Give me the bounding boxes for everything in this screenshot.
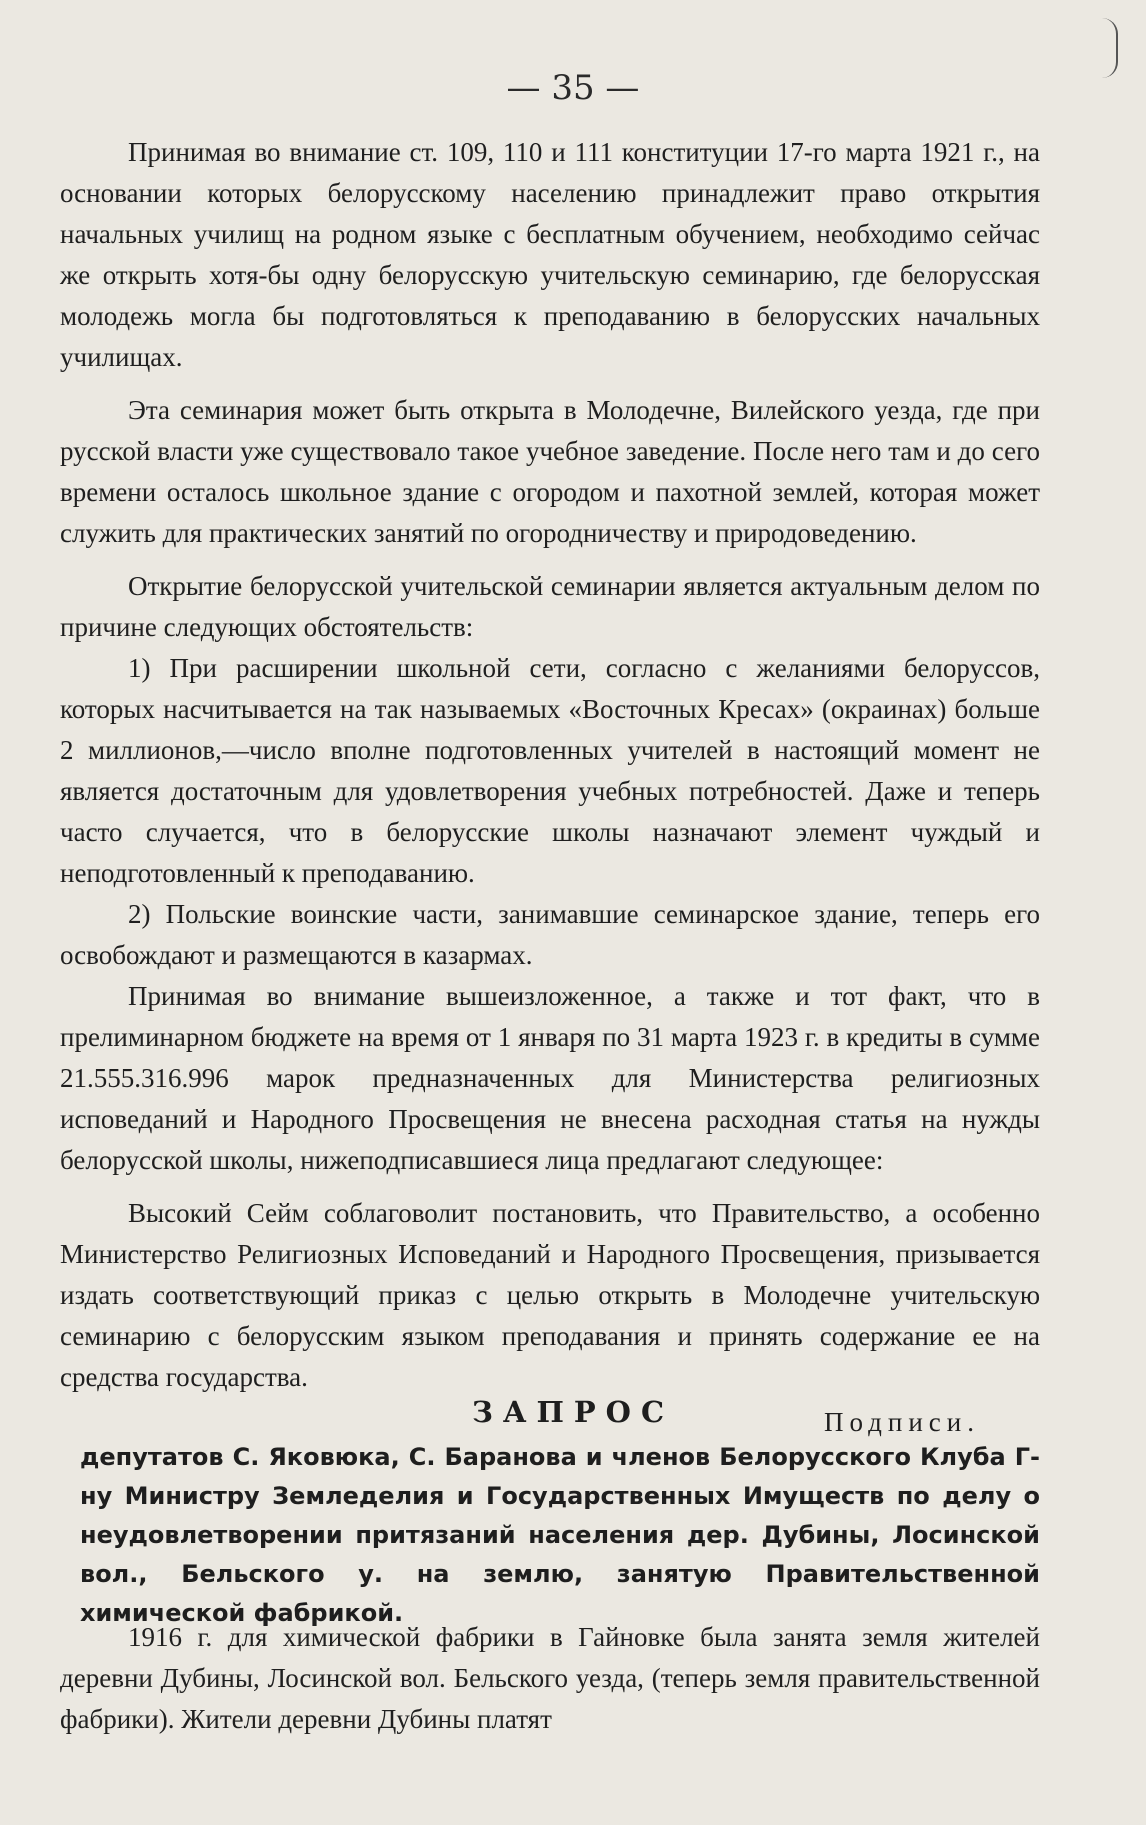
paragraph-3: Открытие белорусской учительской семинарии является актуальным делом по причине следующих обстоятельств: <box>60 571 1040 642</box>
request-subtitle: депутатов С. Яковюка, С. Баранова и членов Белорусского Клуба Г-ну Министру Земледелия и Государственных Имуществ по делу о неудовлетворении притязаний населения дер. Дубины, Лосинской вол., Бельского у. на землю, занятую Правительственной химической фабрикой. <box>80 1443 1040 1627</box>
paragraph-1: Принимая во внимание ст. 109, 110 и 111 конституции 17-го марта 1921 г., на основании которых белорусскому населению принадлежит право открытия начальных училищ на родном языке с бесплатным обучением, необходимо сейчас же открыть хотя-бы одну белорусскую учительскую семинарию, где белорусская молодежь могла бы подготовляться к преподаванию в белорусских начальных училищах. <box>60 137 1040 372</box>
signature: Подписи. <box>823 1407 980 1437</box>
request-body: 1916 г. для химической фабрики в Гайновке была занята земля жителей деревни Дубины, Лосинской вол. Бельского уезда, (теперь земля правительственной фабрики). Жители деревни Дубины платят <box>60 1622 1040 1734</box>
page-number: — 35 — <box>506 68 640 108</box>
paragraph-4: 1) При расширении школьной сети, согласно с желаниями белоруссов, которых насчитывается на так называемых «Восточных Кресах» (окраинах) больше 2 миллионов,—число вполне подготовленных учителей в настоящий момент не является достаточным для удовлетворения учебных потребностей. Даже и теперь часто случается, что в белорусские школы назначают элемент чуждый и неподготовленный к преподаванию. <box>60 653 1040 888</box>
paragraph-2: Эта семинария может быть открыта в Молодечне, Вилейского уезда, где при русской власти уже существовало такое учебное заведение. После него там и до сего времени осталось школьное здание с огородом и пахотной землей, которая может служить для практических занятий по огородничеству и природоведению. <box>60 395 1040 548</box>
main-text <box>60 132 1040 1443</box>
request-body-block <box>60 1617 1040 1752</box>
paragraph-6: Принимая во внимание вышеизложенное, а также и тот факт, что в прелиминарном бюджете на время от 1 января по 31 марта 1923 г. в кредиты в сумме 21.555.316.996 марок предназначенных для Министерства религиозных исповеданий и Народного Просвещения не внесена расходная статья на нужды белорусской школы, нижеподписавшиеся лица предлагают следующее: <box>60 981 1040 1175</box>
paragraph-7: Высокий Сейм соблаговолит постановить, что Правительство, а особенно Министерство Религиозных Исповеданий и Народного Просвещения, призывается издать соответствующий приказ с целью открыть в Молодечне учительскую семинарию с белорусским языком преподавания и принять содержание ее на средства государства. <box>60 1198 1040 1392</box>
paragraph-5: 2) Польские воинские части, занимавшие семинарское здание, теперь его освобождают и размещаются в казармах. <box>60 899 1040 970</box>
request-title: ЗАПРОС <box>471 1395 675 1429</box>
